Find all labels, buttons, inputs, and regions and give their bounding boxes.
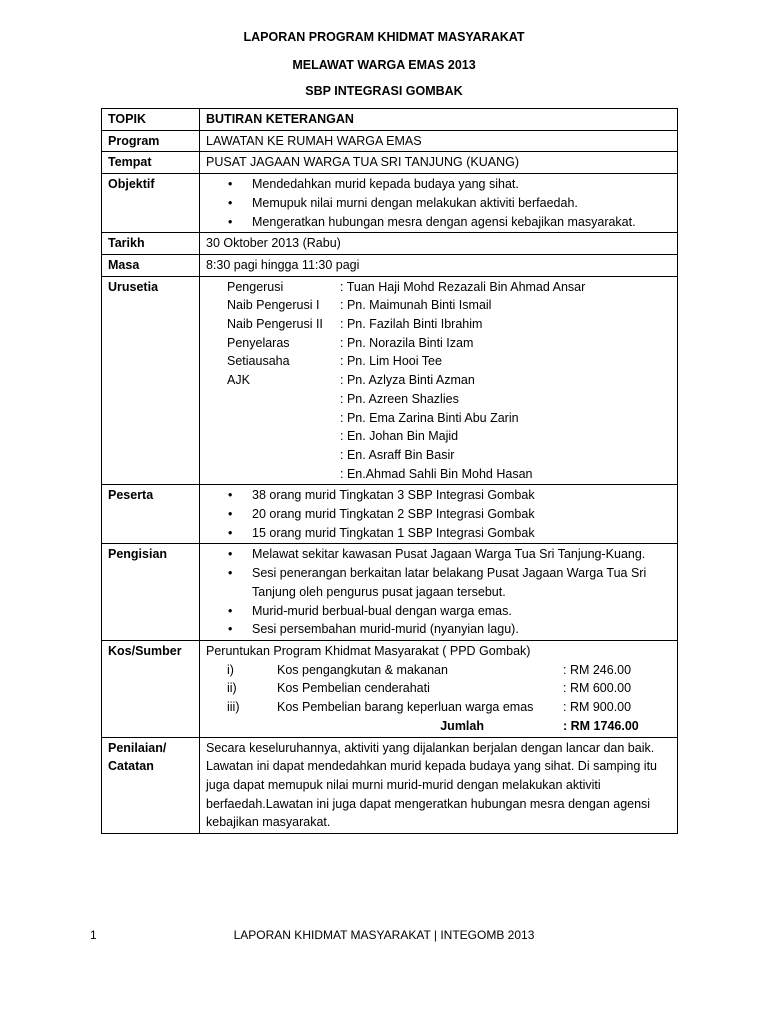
page-number: 1 <box>90 928 97 942</box>
committee-entry <box>206 371 672 390</box>
pengisian-cell <box>200 544 678 641</box>
committee-name: : Pn. Azlyza Binti Azman <box>340 373 475 388</box>
cost-total <box>206 717 672 736</box>
committee-name: : Pn. Fazilah Binti Ibrahim <box>340 317 483 332</box>
masa-value: 8:30 pagi hingga 11:30 pagi <box>200 254 678 276</box>
committee-role <box>227 390 340 409</box>
cost-amount: : RM 600.00 <box>563 681 632 696</box>
committee-name: : Pn. Ema Zarina Binti Abu Zarin <box>340 410 519 425</box>
row-label: Pengisian <box>102 544 200 641</box>
committee-entry <box>206 352 672 371</box>
cost-item <box>206 679 672 698</box>
committee-name: : Pn. Azreen Shazlies <box>340 391 459 406</box>
cost-description: Kos pengangkutan & makanan <box>277 662 448 677</box>
list-item: • Murid-murid berbual-bual dengan warga emas. <box>206 602 672 621</box>
table-row-urusetia <box>102 276 678 485</box>
committee-role <box>227 409 340 428</box>
list-item: • Melawat sekitar kawasan Pusat Jagaan Warga Tua Sri Tanjung-Kuang. <box>206 545 672 564</box>
row-label: Program <box>102 130 200 152</box>
committee-role: Naib Pengerusi I <box>227 298 320 313</box>
committee-role: Naib Pengerusi II <box>227 317 323 332</box>
table-row-program <box>102 130 678 152</box>
committee-name: : Pn. Lim Hooi Tee <box>340 354 442 369</box>
table-row-tempat <box>102 152 678 174</box>
urusetia-cell <box>200 276 678 485</box>
committee-entry <box>206 427 672 446</box>
tempat-value: PUSAT JAGAAN WARGA TUA SRI TANJUNG (KUANG) <box>200 152 678 174</box>
school-name: SBP INTEGRASI GOMBAK <box>305 84 463 98</box>
row-label: Kos/Sumber <box>102 640 200 737</box>
kos-intro: Peruntukan Program Khidmat Masyarakat ( PPD Gombak) <box>206 643 531 658</box>
list-item: • Memupuk nilai murni dengan melakukan aktiviti berfaedah. <box>206 194 672 213</box>
table-row-objektif <box>102 174 678 233</box>
committee-name: : En.Ahmad Sahli Bin Mohd Hasan <box>340 466 533 481</box>
row-label <box>102 737 200 834</box>
list-item: • 15 orang murid Tingkatan 1 SBP Integrasi Gombak <box>206 524 672 543</box>
report-subtitle: MELAWAT WARGA EMAS 2013 <box>292 58 476 72</box>
committee-name: : En. Asraff Bin Basir <box>340 447 455 462</box>
committee-entry <box>206 446 672 465</box>
objektif-list <box>206 175 672 231</box>
kos-cell <box>200 640 678 737</box>
list-item: • 38 orang murid Tingkatan 3 SBP Integrasi Gombak <box>206 486 672 505</box>
cost-amount: : RM 246.00 <box>563 662 632 677</box>
committee-entry <box>206 390 672 409</box>
list-item: • Mengeratkan hubungan mesra dengan agensi kebajikan masyarakat. <box>206 213 672 232</box>
report-title: LAPORAN PROGRAM KHIDMAT MASYARAKAT <box>243 30 525 44</box>
row-label: Urusetia <box>102 276 200 485</box>
committee-role <box>227 465 340 484</box>
committee-role: Pengerusi <box>227 279 284 294</box>
committee-entry <box>206 409 672 428</box>
committee-entry <box>206 465 672 484</box>
col-header-topik: TOPIK <box>102 109 200 131</box>
row-label: Objektif <box>102 174 200 233</box>
row-label: Tempat <box>102 152 200 174</box>
committee-name: : En. Johan Bin Majid <box>340 429 459 444</box>
cost-item <box>206 661 672 680</box>
table-row-tarikh <box>102 233 678 255</box>
row-label: Tarikh <box>102 233 200 255</box>
committee-name: : Tuan Haji Mohd Rezazali Bin Ahmad Ansar <box>340 279 586 294</box>
total-label: Jumlah <box>440 718 484 733</box>
row-label-line: Penilaian/ <box>108 740 167 755</box>
tarikh-value: 30 Oktober 2013 (Rabu) <box>200 233 678 255</box>
committee-role <box>227 427 340 446</box>
report-table <box>101 108 678 834</box>
penilaian-text: Secara keseluruhannya, aktiviti yang dijalankan berjalan dengan lancar dan baik. Lawatan ini dapat mendedahkan murid kepada budaya yang sihat. Di samping itu juga dapat memupuk nilai murni murid-murid dengan melakukan aktiviti berfaedah.Lawatan ini juga dapat mengeratkan hubungan mesra dengan agensi kebajikan masyarakat. <box>200 737 678 834</box>
committee-role: Setiausaha <box>227 354 290 369</box>
committee-entry <box>206 334 672 353</box>
total-amount: : RM 1746.00 <box>563 718 639 733</box>
table-row-pengisian <box>102 544 678 641</box>
committee-entry <box>206 315 672 334</box>
list-item: • 20 orang murid Tingkatan 2 SBP Integrasi Gombak <box>206 505 672 524</box>
peserta-cell <box>200 485 678 544</box>
row-label-line: Catatan <box>108 759 154 774</box>
program-value: LAWATAN KE RUMAH WARGA EMAS <box>200 130 678 152</box>
committee-role <box>227 446 340 465</box>
row-label: Peserta <box>102 485 200 544</box>
col-header-butiran: BUTIRAN KETERANGAN <box>200 109 678 131</box>
cost-number: ii) <box>227 681 237 696</box>
table-row-peserta <box>102 485 678 544</box>
committee-entry <box>206 278 672 297</box>
row-label: Masa <box>102 254 200 276</box>
table-row-kos <box>102 640 678 737</box>
committee-role: AJK <box>227 373 250 388</box>
cost-number: i) <box>227 662 234 677</box>
committee-name: : Pn. Maimunah Binti Ismail <box>340 298 492 313</box>
cost-description: Kos Pembelian cenderahati <box>277 681 430 696</box>
cost-item <box>206 698 672 717</box>
pengisian-list <box>206 545 672 639</box>
objektif-cell <box>200 174 678 233</box>
table-row-penilaian <box>102 737 678 834</box>
footer-text: LAPORAN KHIDMAT MASYARAKAT | INTEGOMB 2013 <box>233 928 535 942</box>
table-row-masa <box>102 254 678 276</box>
committee-name: : Pn. Norazila Binti Izam <box>340 335 474 350</box>
list-item: • Sesi persembahan murid-murid (nyanyian lagu). <box>206 620 672 639</box>
cost-amount: : RM 900.00 <box>563 700 632 715</box>
cost-number: iii) <box>227 700 240 715</box>
list-item: • Sesi penerangan berkaitan latar belakang Pusat Jagaan Warga Tua Sri Tanjung oleh pengurus pusat jagaan tersebut. <box>206 564 672 601</box>
list-item: • Mendedahkan murid kepada budaya yang sihat. <box>206 175 672 194</box>
peserta-list <box>206 486 672 542</box>
table-header-row <box>102 109 678 131</box>
cost-description: Kos Pembelian barang keperluan warga emas <box>277 700 534 715</box>
committee-role: Penyelaras <box>227 335 290 350</box>
committee-entry <box>206 296 672 315</box>
